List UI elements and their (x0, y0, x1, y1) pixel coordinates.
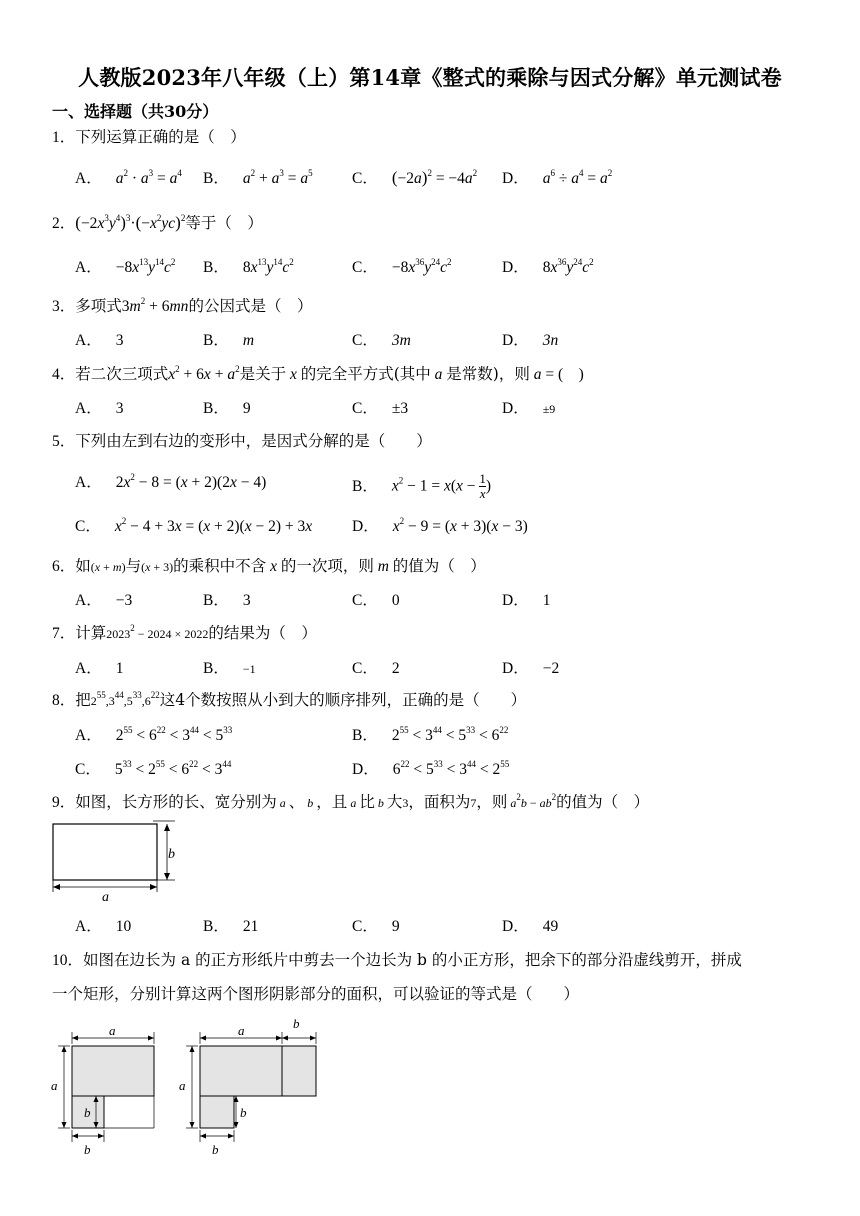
label-b-inner2: b (240, 1105, 247, 1120)
q8-option-b[interactable]: B． $2^{55} < 3^{44} < 5^{33} < 6^{22}$ (352, 725, 509, 744)
q1-option-b[interactable]: B． $a^2 + a^3 = a^5$ (203, 168, 313, 187)
label-b-inner: b (84, 1105, 91, 1120)
label-b-top2: b (293, 1016, 300, 1031)
rectangle-figure (48, 818, 188, 904)
q4-option-b[interactable]: B． 9 (203, 400, 251, 417)
figure-square-cut (48, 1024, 168, 1160)
q1-option-d[interactable]: D． $a^6 \div a^4 = a^2$ (502, 168, 613, 187)
q1-option-a[interactable]: A． $a^2 \cdot a^3 = a^4$ (75, 168, 182, 187)
q9-option-a[interactable]: A． 10 (75, 918, 132, 935)
label-b: b (168, 847, 175, 862)
q6-option-a[interactable]: A． −3 (75, 592, 133, 609)
q2-option-c[interactable]: C． $-8x^{36}y^{24}c^2$ (352, 257, 452, 276)
q6-option-d[interactable]: D． 1 (502, 592, 551, 609)
q4-option-d[interactable]: D． ±9 (502, 400, 556, 417)
q8-option-c[interactable]: C． $5^{33} < 2^{55} < 6^{22} < 3^{44}$ (75, 759, 232, 778)
label-a-left2: a (179, 1078, 186, 1093)
question-6-stem: 6．如(x + m)与(x + 3)的乘积中不含 x 的一次项，则 m 的值为（ ） (52, 557, 486, 575)
label-a-left: a (51, 1078, 58, 1093)
q2-option-d[interactable]: D． $8x^{36}y^{24}c^2$ (502, 257, 594, 276)
q4-option-c[interactable]: C． ±3 (352, 400, 409, 417)
q9-option-b[interactable]: B． 21 (203, 918, 259, 935)
q9-option-c[interactable]: C． 9 (352, 918, 400, 935)
label-a-top2: a (238, 1023, 245, 1038)
question-4-stem: 4．若二次三项式$x^2 + 6x + a^2$是关于 x 的完全平方式(其中 a 是常数)，则 a = ( ) (52, 364, 584, 383)
q2-option-a[interactable]: A． $-8x^{13}y^{14}c^2$ (75, 257, 176, 276)
figure-rearranged (172, 1016, 332, 1160)
q5-option-b[interactable]: B． $x^2 - 1 = x(x$ − $\frac{1}{x}$ ) (352, 471, 492, 501)
question-9-stem: 9．如图，长方形的长、宽分别为 a 、 b ，且 a 比 b 大3，面积为7，则 $a^2b - ab^2$的值为（ ） (52, 792, 650, 811)
question-7-stem: 7．计算$2023^2 - 2024 \times 2022$的结果为（ ） (52, 623, 317, 642)
q3-option-a[interactable]: A． 3 (75, 332, 124, 349)
page-title: 人教版2023年八年级（上）第14章《整式的乘除与因式分解》单元测试卷 (78, 65, 782, 90)
q3-option-d[interactable]: D． 3n (502, 332, 559, 349)
question-10-line1: 10．如图在边长为 a 的正方形纸片中剪去一个边长为 b 的小正方形，把余下的部分沿虚线剪开，拼成 (52, 951, 742, 969)
question-5-stem: 5．下列由左到右边的变形中，是因式分解的是（ ） (52, 432, 432, 450)
q9-option-d[interactable]: D． 49 (502, 918, 559, 935)
section-heading: 一、选择题（共30分） (52, 102, 219, 121)
q7-option-c[interactable]: C． 2 (352, 660, 400, 677)
q3-option-b[interactable]: B． m (203, 332, 255, 349)
q5-option-d[interactable]: D． $x^2 - 9 = (x + 3)(x - 3)$ (352, 516, 528, 535)
question-1-stem: 1．下列运算正确的是（ ） (52, 128, 246, 146)
q5-option-c[interactable]: C． $x^2 - 4 + 3x = (x + 2)(x - 2) + 3x$ (75, 516, 313, 535)
q5-option-a[interactable]: A． $2x^2 - 8 = (x + 2)(2x - 4)$ (75, 472, 267, 491)
q2-option-b[interactable]: B． $8x^{13}y^{14}c^2$ (203, 257, 294, 276)
question-10-line2: 一个矩形，分别计算这两个图形阴影部分的面积，可以验证的等式是（ ） (52, 985, 580, 1003)
q7-option-a[interactable]: A． 1 (75, 660, 124, 677)
q7-option-b[interactable]: B． −1 (203, 660, 256, 677)
q3-option-c[interactable]: C． 3m (352, 332, 411, 349)
q6-option-b[interactable]: B． 3 (203, 592, 251, 609)
q7-option-d[interactable]: D． −2 (502, 660, 560, 677)
label-a-top: a (109, 1024, 116, 1038)
label-b-bottom2: b (212, 1142, 219, 1157)
q8-option-d[interactable]: D． $6^{22} < 5^{33} < 3^{44} < 2^{55}$ (352, 759, 510, 778)
q8-option-a[interactable]: A． $2^{55} < 6^{22} < 3^{44} < 5^{33}$ (75, 725, 233, 744)
q4-option-a[interactable]: A． 3 (75, 400, 124, 417)
label-a: a (102, 890, 109, 904)
question-8-stem: 8．把$2^{55},3^{44},5^{33},6^{22}$这4个数按照从小到大的顺序排列，正确的是（ ） (52, 690, 527, 709)
q6-option-c[interactable]: C． 0 (352, 592, 400, 609)
q1-option-c[interactable]: C． $(-2a)^2 = -4a^2$ (352, 168, 478, 187)
label-b-bottom: b (84, 1142, 91, 1157)
question-3-stem: 3．多项式$3m^2 + 6mn$的公因式是（ ） (52, 296, 313, 315)
question-2-stem: 2．$(-2x^3y^4)^3\cdot(-x^2yc)^2$等于（ ） (52, 213, 263, 232)
